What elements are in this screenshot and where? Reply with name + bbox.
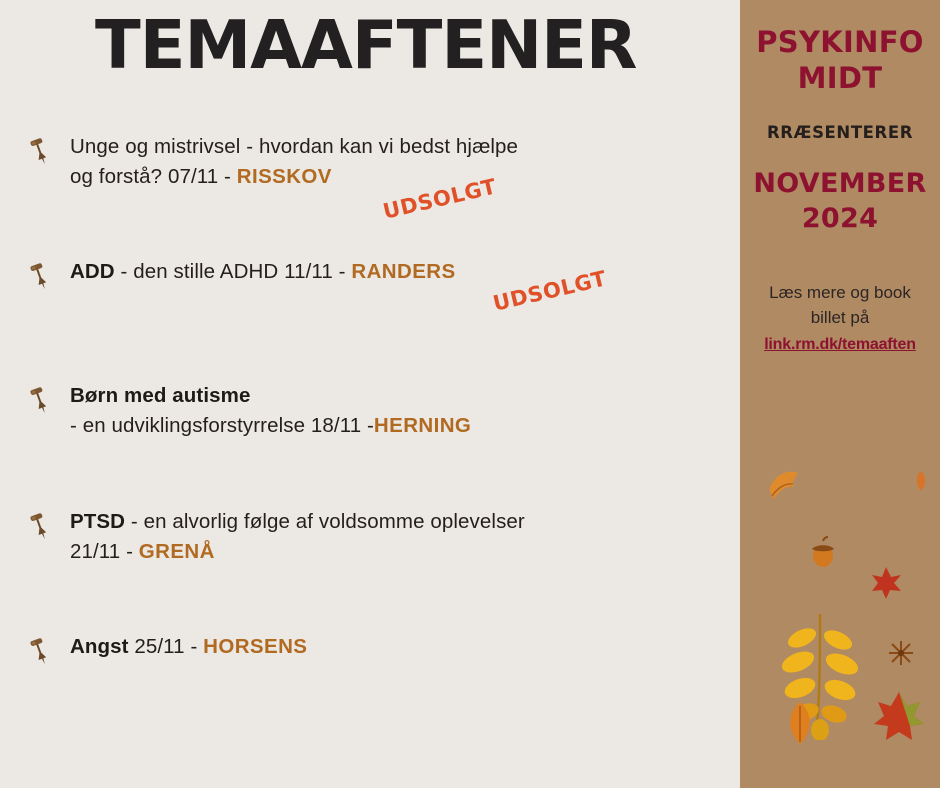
event-desc-line1: - hvordan kan vi bedst hjælpe bbox=[240, 135, 519, 158]
event-title: PTSD bbox=[70, 509, 126, 533]
list-item[interactable] bbox=[0, 381, 740, 440]
acorn-icon bbox=[808, 535, 838, 574]
month-label: NOVEMBER bbox=[753, 167, 927, 199]
event-desc-line2: - en udviklingsforstyrrelse 18/11 - bbox=[70, 414, 374, 438]
event-place: HERNING bbox=[373, 414, 472, 438]
event-text bbox=[70, 381, 740, 440]
presents-label: RRÆSENTERER bbox=[766, 122, 914, 142]
event-desc-line2: og forstå? 07/11 - bbox=[70, 164, 237, 188]
event-place: RANDERS bbox=[351, 260, 456, 284]
red-leaf-icon bbox=[868, 565, 904, 606]
event-title: Angst bbox=[70, 635, 129, 659]
year-label: 2024 bbox=[801, 202, 879, 234]
event-desc-line1: - den stille ADHD 11/11 - bbox=[114, 260, 352, 284]
pushpin-icon bbox=[26, 638, 54, 666]
event-desc-line1: - en alvorlig følge af voldsomme oplevelser bbox=[125, 509, 525, 533]
status-badge: UDSOLGT bbox=[490, 266, 609, 317]
booking-line-1: Læs mere og book bbox=[769, 282, 911, 302]
list-item[interactable] bbox=[0, 132, 740, 224]
small-leaf-icon bbox=[912, 470, 930, 497]
page-title: TEMAAFTENER bbox=[95, 6, 637, 84]
star-anise-icon bbox=[888, 640, 914, 671]
event-place: HORSENS bbox=[203, 635, 308, 659]
event-place: RISSKOV bbox=[236, 164, 332, 188]
green-red-leaf-icon bbox=[870, 690, 928, 751]
orange-leaf-icon bbox=[780, 700, 820, 751]
booking-link[interactable]: link.rm.dk/temaaften bbox=[764, 335, 916, 353]
date-block bbox=[740, 166, 940, 236]
booking-line-2: billet på bbox=[810, 308, 870, 328]
event-desc-line2: 21/11 - bbox=[70, 539, 139, 563]
poster-sidebar bbox=[740, 0, 940, 788]
booking-info bbox=[740, 280, 940, 357]
brand-line-2: MIDT bbox=[797, 61, 883, 96]
pushpin-icon bbox=[26, 387, 54, 415]
list-item[interactable] bbox=[0, 507, 740, 566]
brand-line-1: PSYKINFO bbox=[756, 25, 924, 59]
pushpin-icon bbox=[26, 263, 54, 291]
event-title: ADD bbox=[70, 260, 115, 284]
event-text bbox=[70, 257, 740, 287]
event-title: Børn med autisme bbox=[70, 384, 251, 408]
event-place: GRENÅ bbox=[138, 539, 215, 563]
event-list bbox=[0, 132, 740, 690]
list-item[interactable] bbox=[0, 257, 740, 315]
event-desc-line1: 25/11 - bbox=[128, 635, 204, 659]
status-badge: UDSOLGT bbox=[380, 174, 499, 224]
brand-name bbox=[740, 24, 940, 97]
list-item[interactable] bbox=[0, 632, 740, 690]
pushpin-icon bbox=[26, 138, 54, 166]
event-text bbox=[70, 632, 740, 662]
event-text bbox=[70, 132, 740, 191]
event-title: Unge og mistrivsel bbox=[70, 135, 241, 158]
event-text bbox=[70, 507, 740, 566]
pushpin-icon bbox=[26, 513, 54, 541]
maple-leaf-icon bbox=[764, 465, 808, 510]
